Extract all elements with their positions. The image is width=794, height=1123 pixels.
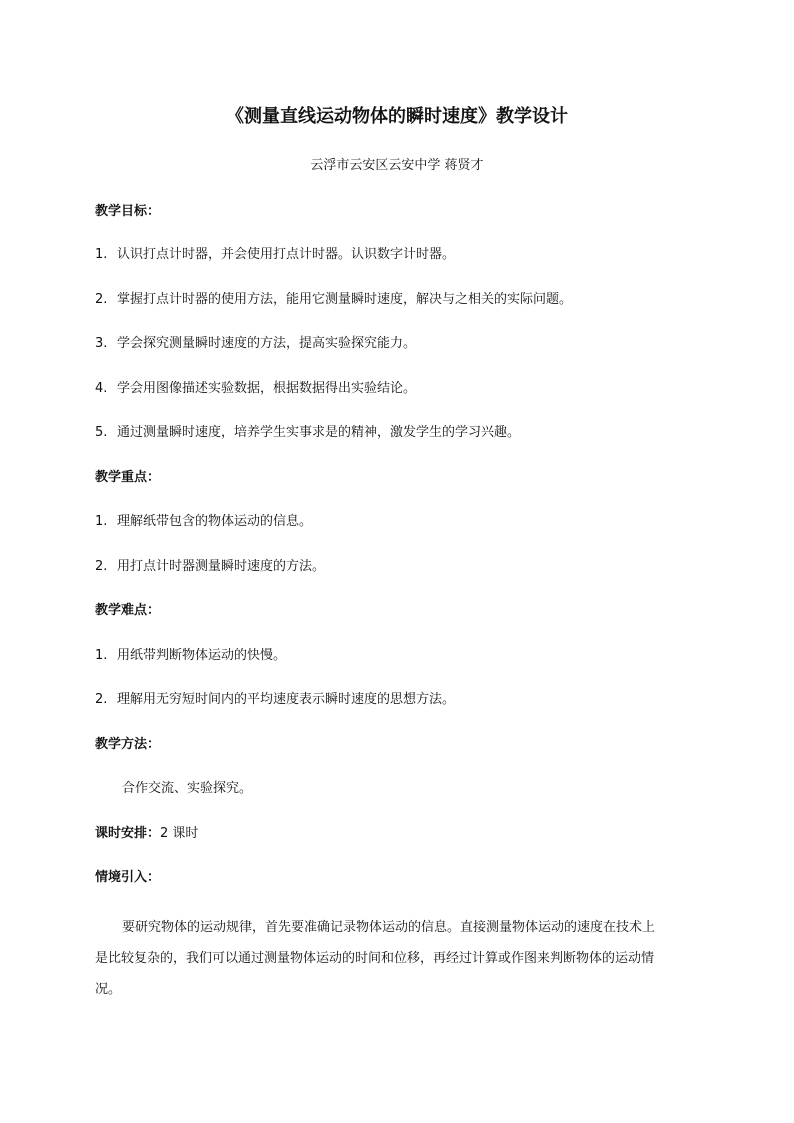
methods-text: 合作交流、实验探究。 bbox=[122, 781, 253, 796]
schedule-text: 2 课时 bbox=[160, 826, 199, 841]
objective-number: 4. bbox=[95, 381, 108, 396]
difficulty-number: 1. bbox=[95, 648, 108, 663]
intro-paragraph bbox=[95, 912, 707, 1005]
objective-number: 1. bbox=[95, 247, 108, 262]
objective-item bbox=[95, 246, 455, 264]
objective-text: 认识打点计时器，并会使用打点计时器。认识数字计时器。 bbox=[117, 247, 456, 262]
difficulty-item bbox=[95, 691, 455, 709]
schedule-heading: 课时安排： bbox=[95, 826, 161, 841]
methods-heading: 教学方法： bbox=[95, 737, 161, 752]
objective-item bbox=[95, 335, 416, 353]
difficulty-number: 2. bbox=[95, 692, 108, 707]
objective-text: 学会探究测量瞬时速度的方法，提高实验探究能力。 bbox=[117, 336, 417, 351]
intro-line: 是比较复杂的，我们可以通过测量物体运动的时间和位移，再经过计算或作图来判断物体的运动情 bbox=[95, 951, 655, 966]
intro-heading: 情境引入： bbox=[95, 870, 161, 885]
key-points-heading: 教学重点： bbox=[95, 470, 161, 485]
schedule-line bbox=[95, 825, 198, 843]
key-point-number: 2. bbox=[95, 559, 108, 574]
intro-line: 要研究物体的运动规律，首先要准确记录物体运动的信息。直接测量物体运动的速度在技术上 bbox=[122, 920, 656, 935]
key-point-text: 理解纸带包含的物体运动的信息。 bbox=[117, 514, 313, 529]
objective-number: 3. bbox=[95, 336, 108, 351]
objective-item bbox=[95, 380, 416, 398]
key-point-number: 1. bbox=[95, 514, 108, 529]
objective-number: 5. bbox=[95, 425, 108, 440]
key-point-item bbox=[95, 558, 325, 576]
key-point-item bbox=[95, 513, 312, 531]
objective-item bbox=[95, 291, 572, 309]
document-title: 《测量直线运动物体的瞬时速度》教学设计 bbox=[226, 106, 568, 127]
difficulty-text: 用纸带判断物体运动的快慢。 bbox=[117, 648, 287, 663]
objective-item bbox=[95, 424, 520, 442]
difficulty-text: 理解用无穷短时间内的平均速度表示瞬时速度的思想方法。 bbox=[117, 692, 456, 707]
intro-line: 况。 bbox=[95, 982, 122, 997]
objective-text: 掌握打点计时器的使用方法，能用它测量瞬时速度，解决与之相关的实际问题。 bbox=[117, 292, 573, 307]
objective-text: 通过测量瞬时速度，培养学生实事求是的精神，激发学生的学习兴趣。 bbox=[117, 425, 521, 440]
difficulties-heading: 教学难点： bbox=[95, 603, 161, 618]
author-line: 云浮市云安区云安中学 蒋贤才 bbox=[310, 158, 484, 173]
key-point-text: 用打点计时器测量瞬时速度的方法。 bbox=[117, 559, 326, 574]
difficulty-item bbox=[95, 647, 286, 665]
objectives-heading: 教学目标： bbox=[95, 204, 161, 219]
objective-number: 2. bbox=[95, 292, 108, 307]
objective-text: 学会用图像描述实验数据，根据数据得出实验结论。 bbox=[117, 381, 417, 396]
